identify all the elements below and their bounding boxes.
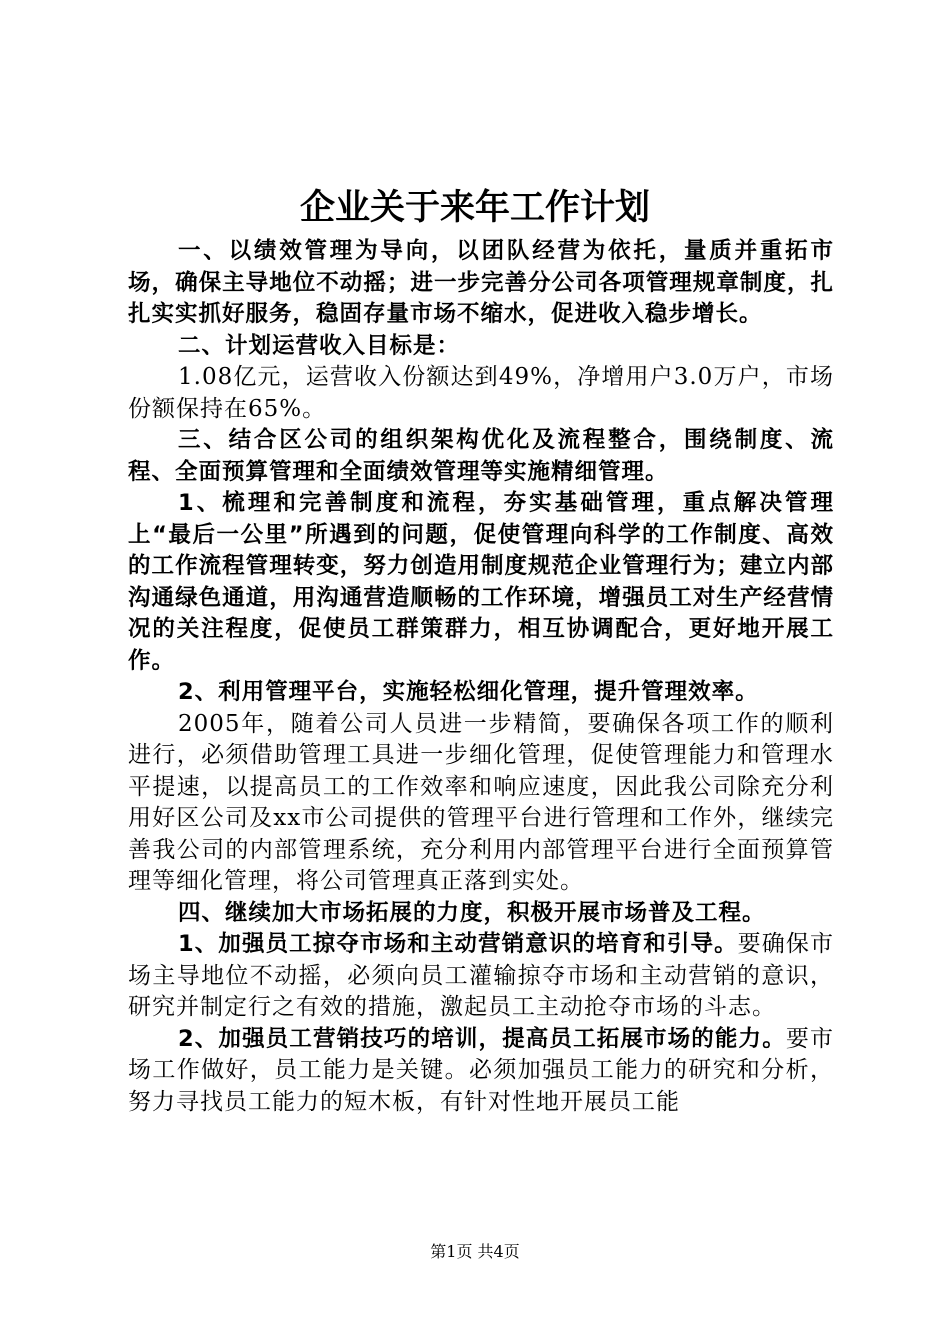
paragraph-9-lead: 1、加强员工掠夺市场和主动营销意识的培育和引导。 [178, 931, 738, 957]
paragraph-2: 二、计划运营收入目标是： [178, 332, 461, 359]
paragraph-3: 1.08亿元，运营收入份额达到49%，净增用户3.0万户，市场份额保持在65%。 [128, 364, 834, 422]
paragraph-8: 四、继续加大市场拓展的力度，积极开展市场普及工程。 [178, 899, 766, 926]
paragraph-9 [128, 929, 834, 1024]
paragraph-1: 一、以绩效管理为导向，以团队经营为依托，量质并重拓市场，确保主导地位不动摇；进一步完善分公司各项管理规章制度，扎扎实实抓好服务，稳固存量市场不缩水，促进收入稳步增长。 [128, 238, 834, 327]
paragraph-10-lead: 2、加强员工营销技巧的培训，提高员工拓展市场的能力。 [178, 1025, 786, 1052]
paragraph-7: 2005年，随着公司人员进一步精简，要确保各项工作的顺利进行，必须借助管理工具进一步细化管理，促使管理能力和管理水平提速，以提高员工的工作效率和响应速度，因此我公司除充分利用好区公司及xx市公司提供的管理平台进行管理和工作外，继续完善我公司的内部管理系统，充分利用内部管理平台进行全面预算管理等细化管理，将公司管理真正落到实处。 [128, 710, 834, 894]
document-body [128, 236, 834, 1118]
paragraph-10 [128, 1024, 834, 1119]
paragraph-9-rest: 要确保市场主导地位不动摇，必须向员工灌输掠夺市场和主动营销的意识，研究并制定行之有效的措施，激起员工主动抢夺市场的斗志。 [128, 931, 834, 1020]
paragraph-4: 三、结合区公司的组织架构优化及流程整合，围绕制度、流程、全面预算管理和全面绩效管理等实施精细管理。 [128, 427, 834, 485]
page-number: 第1页 共4页 [430, 1242, 520, 1261]
page-title: 企业关于来年工作计划 [299, 188, 650, 228]
paragraph-5: 1、梳理和完善制度和流程，夯实基础管理，重点解决管理上“最后一公里”所遇到的问题，促使管理向科学的工作制度、高效的工作流程管理转变，努力创造用制度规范企业管理行为；建立内部沟通绿色通道，用沟通营造顺畅的工作环境，增强员工对生产经营情况的关注程度，促使员工群策群力，相互协调配合，更好地开展工作。 [128, 490, 834, 674]
paragraph-6: 2、利用管理平台，实施轻松细化管理，提升管理效率。 [178, 679, 759, 705]
paragraph-10-rest: 要市场工作做好，员工能力是关键。必须加强员工能力的研究和分析，努力寻找员工能力的短木板，有针对性地开展员工能 [128, 1025, 834, 1115]
